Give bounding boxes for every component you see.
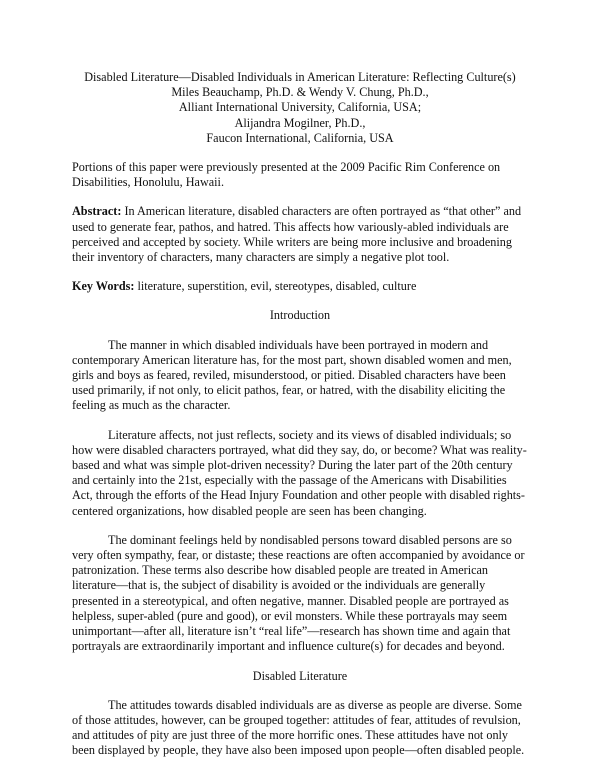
keywords-label: Key Words: <box>72 279 135 294</box>
authors-line-2: Alijandra Mogilner, Ph.D., <box>234 115 366 130</box>
paper-title: Disabled Literature—Disabled Individuals in American Literature: Reflecting Culture(s) <box>84 70 516 84</box>
affiliation-line-1: Alliant International University, California, USA; <box>178 100 422 115</box>
keywords <box>72 279 528 294</box>
section-heading-introduction: Introduction <box>269 308 331 323</box>
keywords-text: literature, superstition, evil, stereotypes, disabled, culture <box>134 279 417 294</box>
authors-line-1: Miles Beauchamp, Ph.D. & Wendy V. Chung, Ph.D., <box>171 85 429 100</box>
presentation-note: Portions of this paper were previously presented at the 2009 Pacific Rim Conference on Disabilities, Honolulu, Hawaii. <box>72 160 501 190</box>
affiliation-line-2: Faucon International, California, USA <box>206 130 394 145</box>
introduction-paragraph: The dominant feelings held by nondisabled persons toward disabled persons are so very often sympathy, fear, or distaste; these reactions are often accompanied by avoidance or patronization. These terms also describe how disabled people are treated in American literature—that is, the subject of disability is avoided or the individuals are generally presented in a stereotypical, and often negative, manner. Disabled people are portrayed as helpless, super-abled (pure and good), or evil monsters. While these portrayals may seem unimportant—after all, literature isn’t “real life”—research has shown time and again that portrayals are extraordinarily important and influence culture(s) for decades and beyond. <box>72 532 525 654</box>
section-heading-disabled-literature: Disabled Literature <box>252 668 348 683</box>
title-block <box>72 70 528 146</box>
abstract <box>72 204 528 265</box>
abstract-text: In American literature, disabled characters are often portrayed as “that other” and used to generate fear, pathos, and hatred. This affects how variously-abled individuals are perceived and accepted by society. While writers are being more inclusive and broadening their inventory of characters, many characters are simply a negative plot tool. <box>72 204 522 265</box>
introduction-paragraph: Literature affects, not just reflects, society and its views of disabled individuals; so how were disabled characters portrayed, what did they say, do, or become? What was reality-based and what was simple plot-driven necessity? During the later part of the 20th century and certainly into the 21st, especially with the passage of the Americans with Disabilities Act, through the efforts of the Head Injury Foundation and other people with disabled rights-centered organizations, how disabled people are seen has been changing. <box>72 427 527 518</box>
disabled-literature-paragraph: The attitudes towards disabled individuals are as diverse as people are diverse. Some of those attitudes, however, can be grouped together: attitudes of fear, attitudes of revulsion, and attitudes of pity are just three of the more horrific ones. These attitudes have not only been displayed by people, they have also been imposed upon people—often disabled people. <box>72 697 525 758</box>
abstract-label: Abstract: <box>72 204 122 219</box>
introduction-paragraph: The manner in which disabled individuals have been portrayed in modern and contemporary American literature has, for the most part, shown disabled women and men, girls and boys as feared, reviled, misunderstood, or pitied. Disabled characters have been used primarily, if not only, to elicit pathos, fear, or hatred, with the disability eliciting the feeling as much as the character. <box>72 337 512 413</box>
